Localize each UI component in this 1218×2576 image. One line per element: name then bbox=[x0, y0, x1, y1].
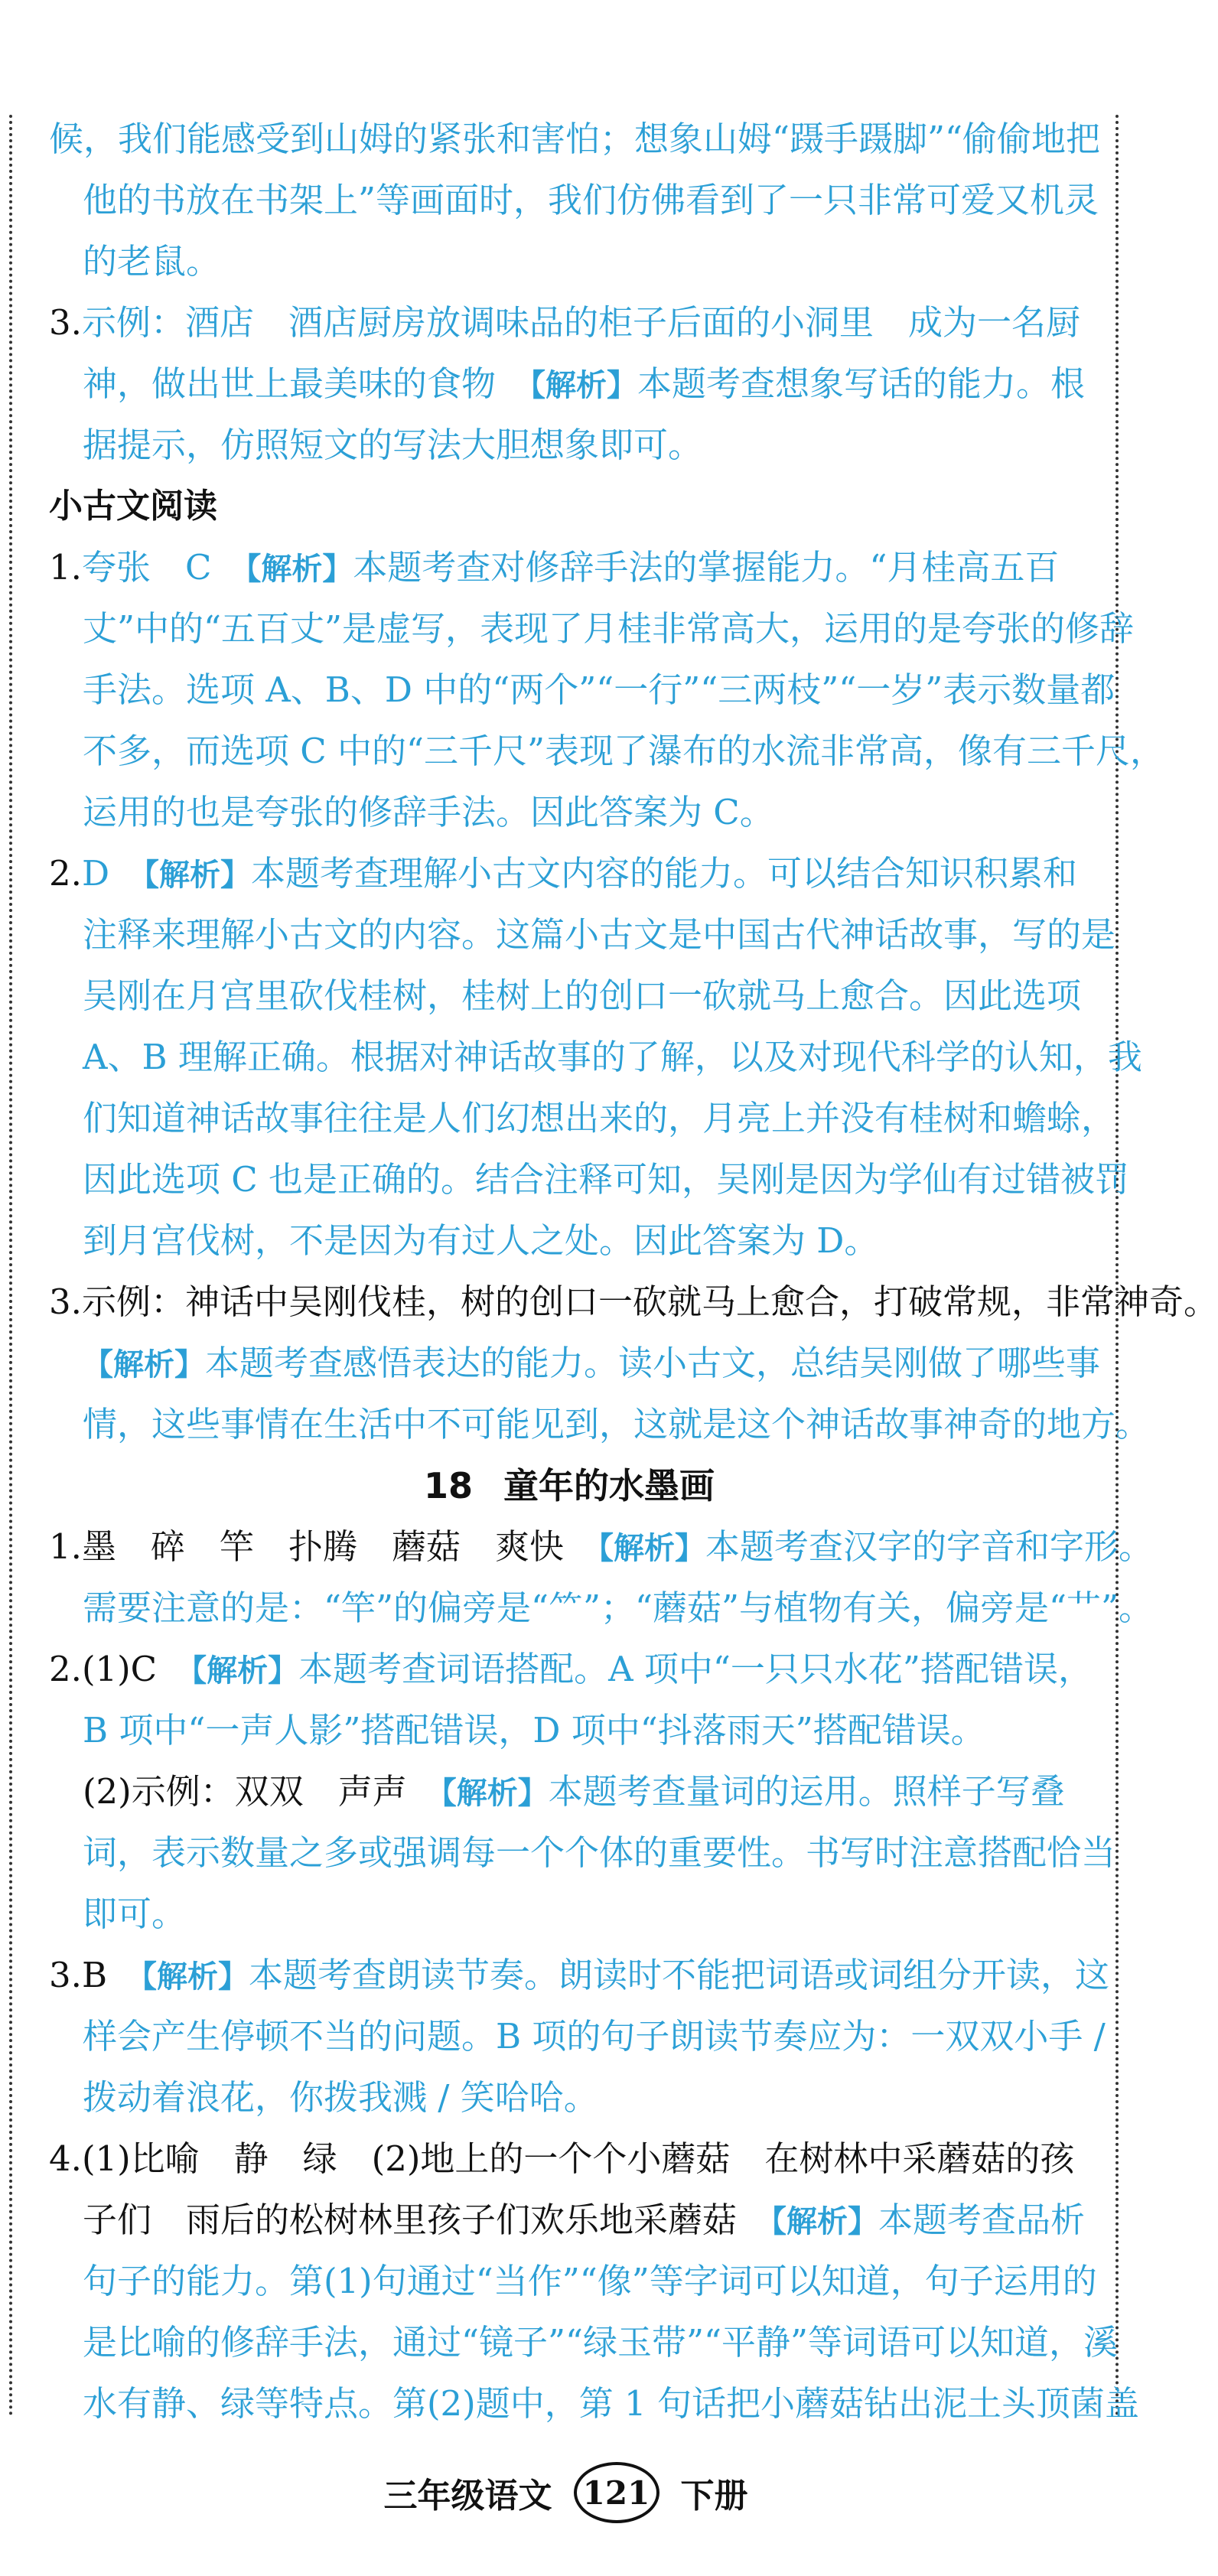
text-line bbox=[49, 170, 1099, 231]
text-span: 示例：酒店 酒店厨房放调味品的柜子后面的小洞里 成为一名厨 bbox=[81, 302, 1080, 343]
analysis-tag: 【解析】 bbox=[144, 858, 252, 893]
text-line bbox=[49, 353, 1089, 415]
text-line bbox=[49, 1516, 1153, 1578]
text-line bbox=[49, 1149, 1130, 1210]
text-line bbox=[49, 1578, 1154, 1639]
text-span: 本题考查朗读节奏。朗读时不能把词语或词组分开读，这 bbox=[249, 1955, 1110, 1995]
text-span: 墨 碎 竿 扑腾 蘑菇 爽快 bbox=[81, 1526, 598, 1567]
text-span: 即可。 bbox=[83, 1894, 187, 1934]
text-line bbox=[49, 1945, 1110, 2006]
text-span: 子们 雨后的松树林里孩子们欢乐地采蘑菇 bbox=[83, 2200, 772, 2240]
question-number: 3. bbox=[49, 1955, 82, 1995]
text-span: 本题考查想象写话的能力。根 bbox=[637, 363, 1086, 404]
text-span: 本题考查感悟表达的能力。读小古文，总结吴刚做了哪些事 bbox=[205, 1343, 1101, 1383]
text-line bbox=[49, 1761, 1089, 1822]
text-span: 候，我们能感受到山姆的紧张和害怕；想象山姆“蹑手蹑脚”“偷偷地把 bbox=[49, 119, 1101, 159]
analysis-tag: 【解析】 bbox=[246, 552, 353, 587]
left-dotted-border bbox=[9, 115, 12, 2418]
text-span: 拨动着浪花，你拨我溅 / 笑哈哈。 bbox=[83, 2077, 598, 2118]
question-number: 2. bbox=[49, 1649, 82, 1689]
text-line bbox=[49, 721, 1165, 782]
text-span: 需要注意的是：“竿”的偏旁是“⺮”；“蘑菇”与植物有关，偏旁是“艹”。 bbox=[83, 1588, 1154, 1628]
text-span: (1)C bbox=[81, 1649, 192, 1689]
text-span: 他的书放在书架上”等画面时，我们仿佛看到了一只非常可爱又机灵 bbox=[83, 180, 1099, 220]
text-span: 丈”中的“五百丈”是虚写，表现了月桂非常高大，运用的是夸张的修辞 bbox=[83, 608, 1135, 649]
answer-content bbox=[49, 109, 1218, 2434]
question-number: 3. bbox=[49, 1281, 82, 1322]
analysis-tag: 【解析】 bbox=[441, 1776, 549, 1811]
text-span: 本题考查对修辞手法的掌握能力。“月桂高五百 bbox=[353, 547, 1060, 588]
text-span: 运用的也是夸张的修辞手法。因此答案为 C。 bbox=[83, 792, 774, 832]
text-span: 本题考查品析 bbox=[878, 2200, 1086, 2240]
text-line bbox=[49, 2190, 1089, 2251]
text-span: B bbox=[81, 1955, 142, 1995]
analysis-tag: 【解析】 bbox=[530, 368, 638, 403]
question-number: 4. bbox=[49, 2138, 82, 2179]
text-span: 不多，而选项 C 中的“三千尺”表现了瀑布的水流非常高，像有三千尺， bbox=[83, 731, 1165, 771]
text-span: 吴刚在月宫里砍伐桂树，桂树上的创口一砍就马上愈合。因此选项 bbox=[83, 975, 1082, 1016]
text-span: 情，这些事情在生活中不可能见到，这就是这个神话故事神奇的地方。 bbox=[83, 1404, 1151, 1444]
text-span: 水有静、绿等特点。第(2)题中，第 1 句话把小蘑菇钻出泥土头顶菌盖 bbox=[83, 2383, 1139, 2424]
analysis-tag: 【解析】 bbox=[598, 1531, 705, 1566]
question-number: 2. bbox=[49, 853, 82, 894]
text-span: (1)比喻 静 绿 (2)地上的一个个小蘑菇 在树林中采蘑菇的孩 bbox=[81, 2138, 1075, 2179]
text-span: 手法。选项 A、B、D 中的“两个”“一行”“三两枝”“一岁”表示数量都 bbox=[83, 669, 1115, 710]
text-line bbox=[49, 2128, 1089, 2190]
text-span: 夸张 C bbox=[81, 547, 246, 588]
text-line bbox=[49, 2251, 1097, 2312]
text-span: 本题考查汉字的字音和字形。 bbox=[705, 1526, 1153, 1567]
text-line bbox=[49, 782, 1089, 843]
text-span: 样会产生停顿不当的问题。B 项的句子朗读节奏应为：一双双小手 / bbox=[83, 2016, 1106, 2057]
text-line bbox=[49, 1027, 1142, 1088]
text-span: (2)示例：双双 声声 bbox=[83, 1771, 441, 1812]
analysis-tag: 【解析】 bbox=[771, 2204, 879, 2239]
analysis-tag: 【解析】 bbox=[83, 1347, 205, 1382]
text-line bbox=[49, 1333, 1101, 1394]
text-span: D bbox=[81, 853, 145, 894]
text-line bbox=[49, 598, 1135, 659]
text-span: 本题考查词语搭配。A 项中“一只只水花”搭配错误， bbox=[298, 1649, 1093, 1689]
right-dotted-border bbox=[1115, 115, 1119, 2418]
text-line bbox=[49, 1272, 1218, 1333]
text-line bbox=[49, 2373, 1139, 2434]
text-span: 因此选项 C 也是正确的。结合注释可知，吴刚是因为学仙有过错被罚 bbox=[83, 1159, 1130, 1200]
analysis-tag: 【解析】 bbox=[191, 1653, 299, 1689]
question-number: 1. bbox=[49, 547, 82, 588]
text-line bbox=[49, 1822, 1116, 1884]
text-span: B 项中“一声人影”搭配错误，D 项中“抖落雨天”搭配错误。 bbox=[83, 1710, 985, 1750]
text-line bbox=[49, 1088, 1116, 1149]
lesson-number: 18 bbox=[423, 1465, 473, 1506]
text-line bbox=[49, 1700, 1089, 1761]
question-number: 3. bbox=[49, 302, 82, 343]
text-span: 是比喻的修辞手法，通过“镜子”“绿玉带”“平静”等词语可以知道，溪 bbox=[83, 2322, 1119, 2363]
text-span: 句子的能力。第(1)句通过“当作”“像”等字词可以知道，句子运用的 bbox=[83, 2261, 1097, 2301]
text-line bbox=[49, 292, 1089, 353]
lesson-name: 童年的水墨画 bbox=[503, 1465, 715, 1506]
page-number: 121 bbox=[574, 2462, 659, 2523]
page-footer bbox=[0, 2462, 1132, 2523]
text-span: 到月宫伐树，不是因为有过人之处。因此答案为 D。 bbox=[83, 1220, 879, 1261]
text-span: 词，表示数量之多或强调每一个个体的重要性。书写时注意搭配恰当 bbox=[83, 1832, 1116, 1873]
text-span: 本题考查量词的运用。照样子写叠 bbox=[548, 1771, 1065, 1812]
text-line bbox=[49, 1210, 1089, 1272]
text-line bbox=[49, 1884, 1089, 1945]
section-heading: 小古文阅读 bbox=[49, 487, 217, 526]
text-line bbox=[49, 415, 1089, 476]
text-line bbox=[49, 904, 1116, 966]
text-span: 示例：神话中吴刚伐桂，树的创口一砍就马上愈合，打破常规，非常神奇。 bbox=[81, 1281, 1218, 1322]
text-span: 本题考查理解小古文内容的能力。可以结合知识积累和 bbox=[251, 853, 1078, 894]
text-span: 的老鼠。 bbox=[83, 241, 221, 282]
text-line bbox=[49, 966, 1089, 1027]
footer-grade-subject: 三年级语文 bbox=[383, 2477, 552, 2516]
text-line bbox=[49, 659, 1115, 721]
text-line bbox=[49, 537, 1089, 598]
text-line bbox=[49, 2067, 1089, 2128]
text-line bbox=[49, 1639, 1093, 1700]
footer-volume: 下册 bbox=[680, 2477, 748, 2516]
text-line bbox=[49, 231, 1089, 292]
text-line bbox=[49, 1394, 1151, 1455]
text-span: 神，做出世上最美味的食物 bbox=[83, 363, 531, 404]
text-span: 注释来理解小古文的内容。这篇小古文是中国古代神话故事，写的是 bbox=[83, 914, 1116, 955]
text-span: A、B 理解正确。根据对神话故事的了解，以及对现代科学的认知，我 bbox=[83, 1037, 1142, 1077]
text-span: 据提示，仿照短文的写法大胆想象即可。 bbox=[83, 425, 703, 465]
text-line bbox=[49, 109, 1101, 170]
text-line bbox=[49, 2006, 1106, 2067]
analysis-tag: 【解析】 bbox=[142, 1959, 249, 1995]
text-line bbox=[49, 843, 1089, 904]
text-line bbox=[49, 2312, 1119, 2373]
lesson-title bbox=[49, 1455, 1089, 1516]
text-span: 们知道神话故事往往是人们幻想出来的，月亮上并没有桂树和蟾蜍， bbox=[83, 1098, 1116, 1138]
question-number: 1. bbox=[49, 1526, 82, 1567]
